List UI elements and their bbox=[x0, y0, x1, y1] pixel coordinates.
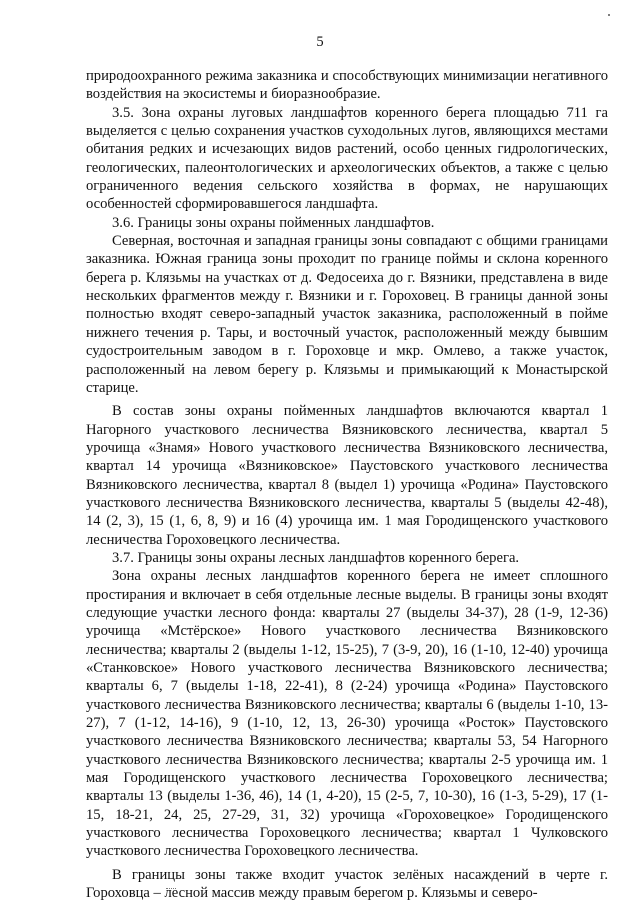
paragraph-forest-zone: Зона охраны лесных ландшафтов коренного берега не имеет сплошного простирания и включает в себя отдельные лесные выделы. В границы зоны входят следующие участки лесного фонда: кварталы 27 (выделы 34-37), 28 (1-9, 12-36) урочища «Мстёрское» Нового участкового лесничества Вязниковского лесничества; кварталы 2 (выделы 1-12, 15-25), 7 (3-9, 20), 16 (1-10, 12-40) урочища «Станковское» Нового участкового лесничества Вязниковского лесничества; кварталы 6, 7 (выделы 1-18, 22-41), 8 (2-24) урочища «Родина» Паустовского участкового лесничества Вязниковского лесничества; кварталы 6 (выделы 1-10, 13-27), 7 (1-12, 14-16), 9 (1-10, 12, 13, 26-30) урочища «Росток» Паустовского участкового лесничества Вязниковского лесничества; кварталы 53, 54 Нагорного участкового лесничества Вязниковского лесничества; кварталы 2-5 урочища им. 1 мая Городищенского участкового лесничества Гороховецкого лесничества; кварталы 13 (выделы 1-36, 46), 14 (1, 4-20), 15 (2-5, 7, 10-30), 16 (1-3, 5-29), 17 (1-15, 18-21, 24, 25, 27-29, 31, 32) урочища «Гороховецкое» Городищенского участкового лесничества Гороховецкого лесничества; квартал 1 Чулковского участкового лесничества Гороховецкого лесничества. bbox=[86, 568, 608, 860]
paragraph-floodplain-composition: В состав зоны охраны пойменных ландшафтов включаются квартал 1 Нагорного участкового лесничества Вязниковского лесничества, квартал 5 урочища «Знамя» Нового участкового лесничества Вязниковского лесничества, квартал 14 урочища «Вязниковское» Паустовского участкового лесничества Вязниковского лесничества, квартал 8 (выдел 1) урочища «Родина» Паустовского участкового лесничества Вязниковского лесничества, кварталы 5 (выделы 42-48), 14 (2, 3), 15 (1, 6, 8, 9) и 16 (4) урочища им. 1 мая Городищенского участкового лесничества Гороховецкого лесничества. bbox=[86, 403, 608, 548]
paragraph-floodplain-borders: Северная, восточная и западная границы зоны совпадают с общими границами заказника. Южная граница зоны проходит по границе поймы и склона коренного берега р. Клязьмы на участках от д. Федосеиха до г. Вязники, представлена в виде нескольких фрагментов между г. Вязники и г. Гороховец. В границы данной зоны полностью входят северо-западный участок заказника, расположенный в пойме нижнего течения р. Тары, и восточный участок, расположенный между бывшим судостроительным заводом в г. Гороховце и мкр. Омлево, а также участок, расположенный на левом берегу р. Клязьмы и примыкающий к Монастырской старице. bbox=[86, 233, 608, 396]
paragraph-3-5: 3.5. Зона охраны луговых ландшафтов коренного берега площадью 711 га выделяется с целью сохранения участков суходольных лугов, являющихся местами обитания редких и исчезающих видов растений, особо ценных гидрологических, геологических, палеонтологических и археологических объектов, а также с целью ограниченного ведения сельского хозяйства в формах, не нарушающих особенностей сформировавшегося ландшафта. bbox=[86, 104, 608, 213]
scan-speck bbox=[608, 14, 610, 16]
paragraph-green-plantings: В границы зоны также входит участок зелёных насаждений в черте г. Гороховца – лесной массив между правым берегом р. Клязьмы и северо- bbox=[86, 866, 608, 902]
page-number: 5 bbox=[316, 34, 324, 50]
heading-3-7: 3.7. Границы зоны охраны лесных ландшафтов коренного берега. bbox=[112, 549, 520, 566]
heading-3-6: 3.6. Границы зоны охраны пойменных ландшафтов. bbox=[112, 214, 435, 231]
body-text bbox=[86, 67, 608, 902]
paragraph-continuation: природоохранного режима заказника и способствующих минимизации негативного воздействия на экосистемы и биоразнообразие. bbox=[86, 68, 608, 103]
scan-mark bbox=[166, 888, 176, 891]
